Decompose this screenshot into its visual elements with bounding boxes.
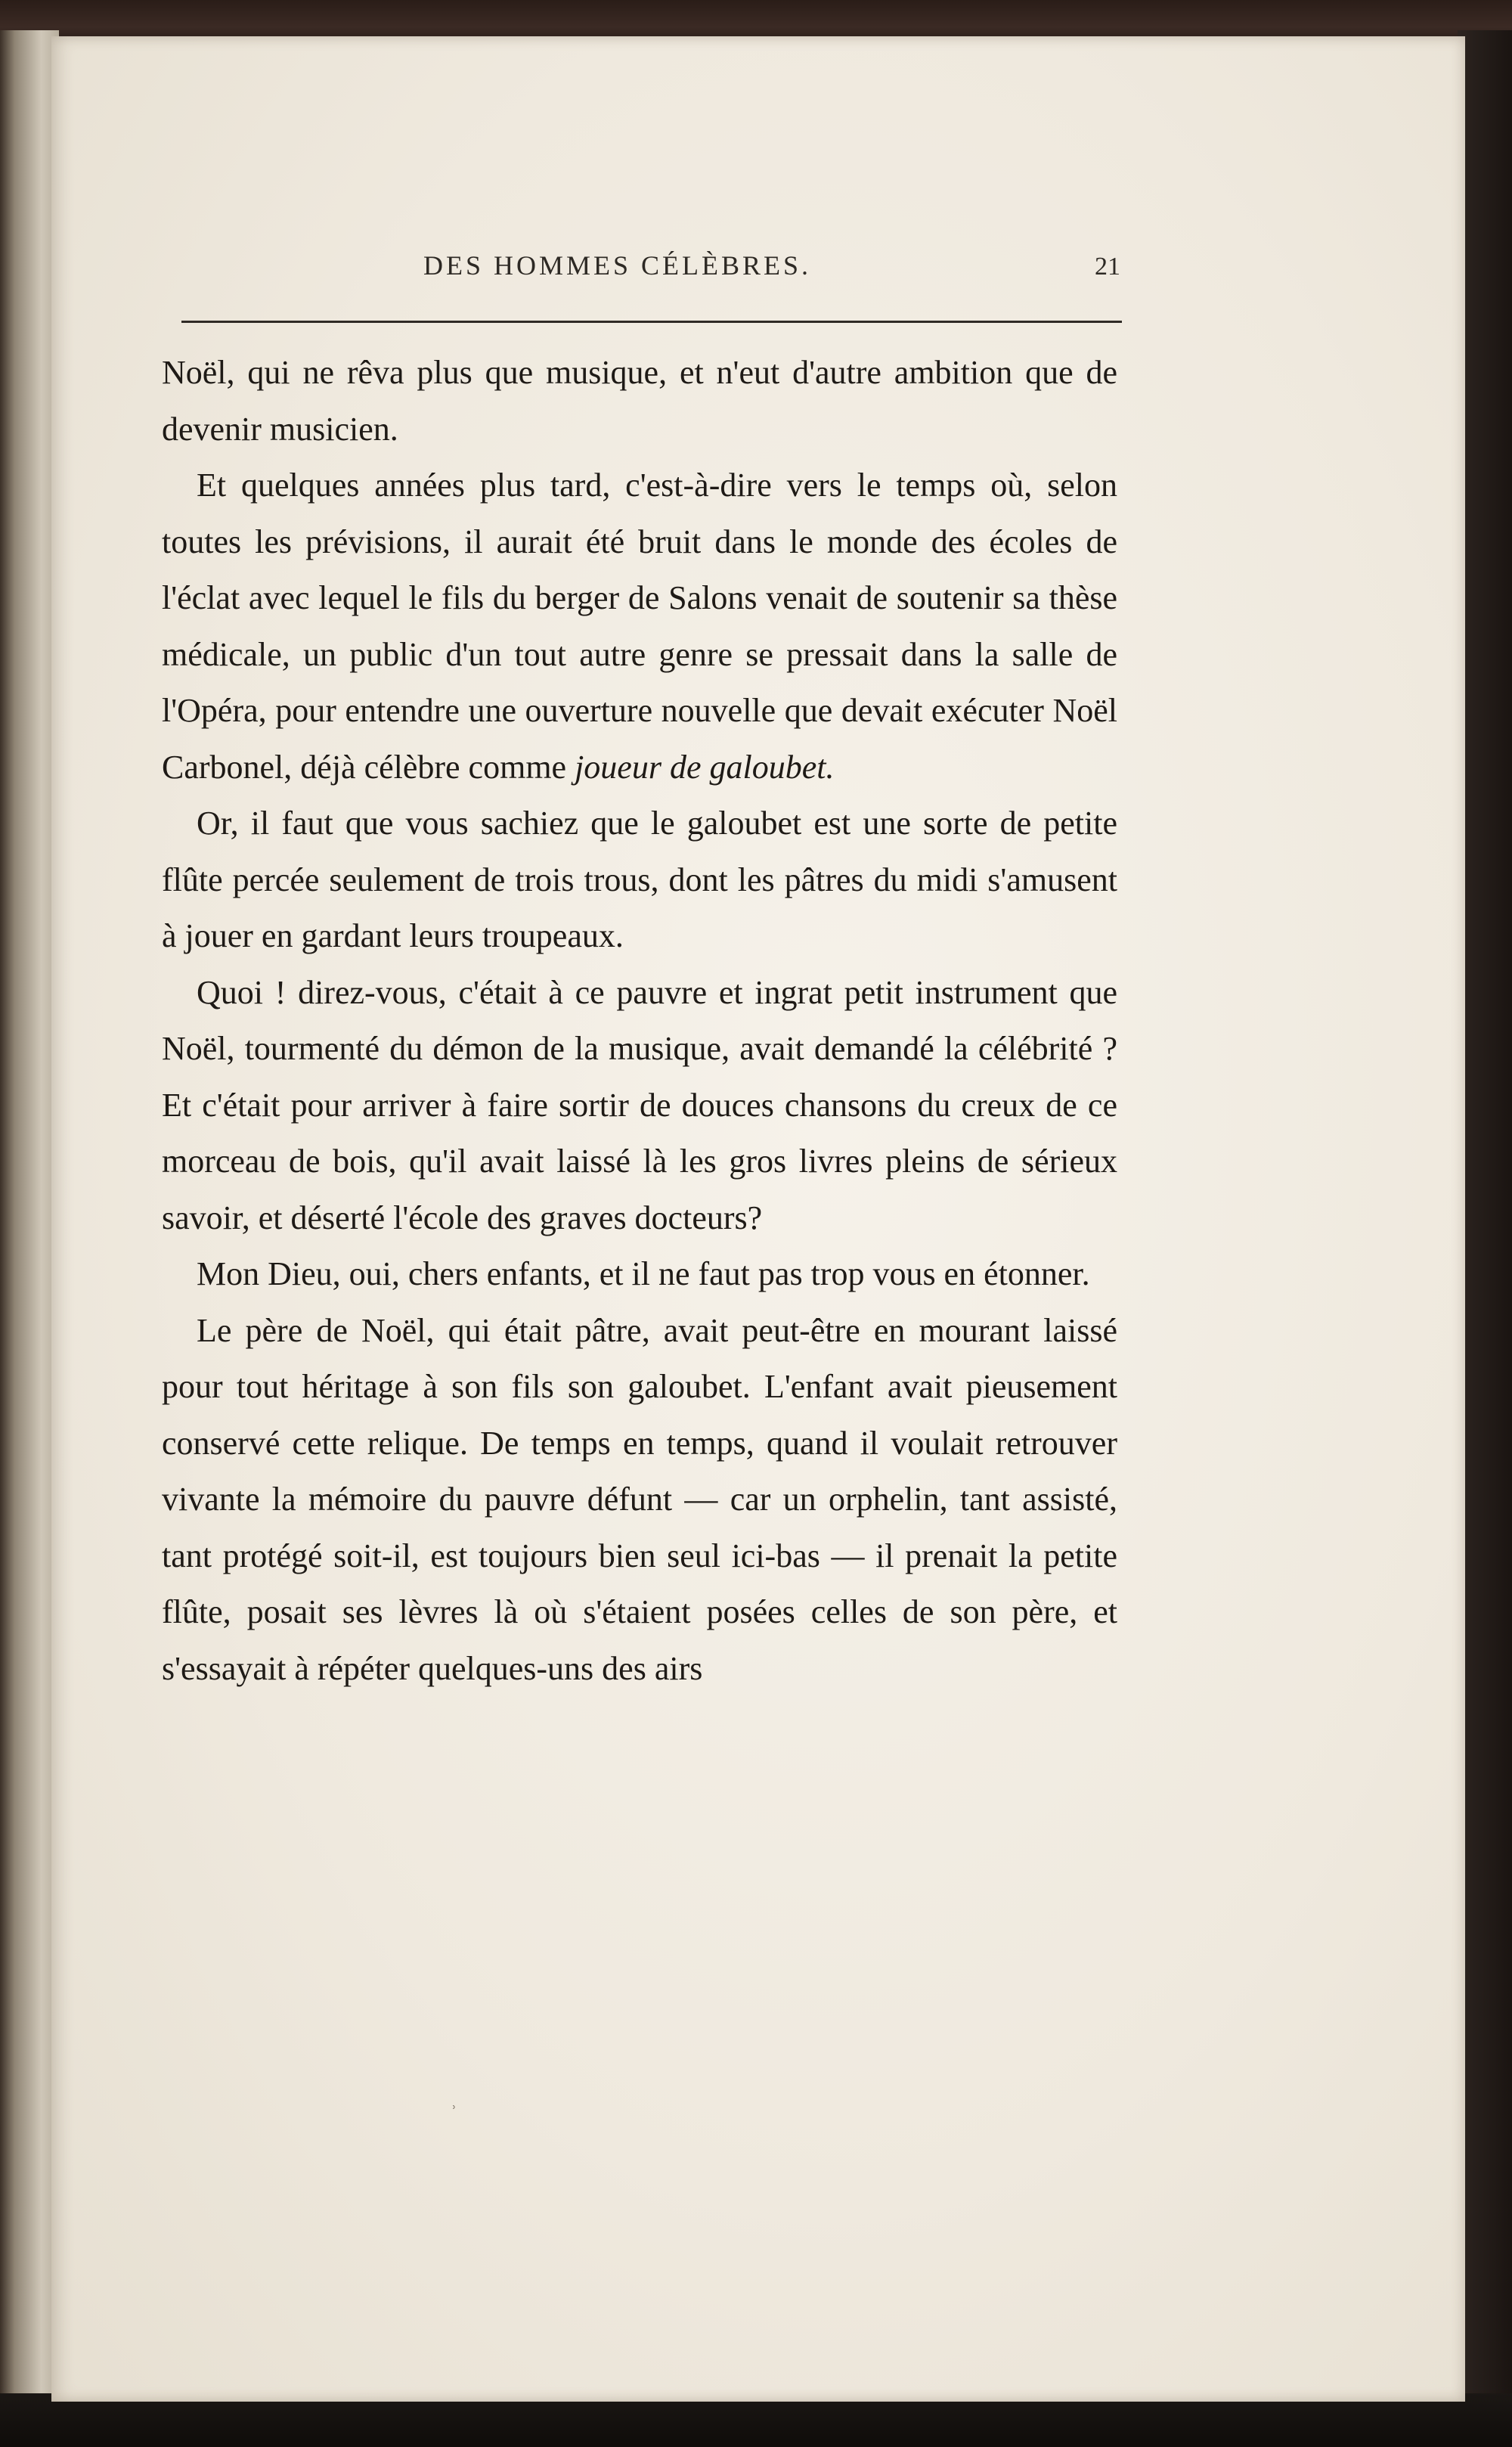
- paragraph-2-italic: joueur de galoubet.: [575, 748, 835, 786]
- paragraph-5: Mon Dieu, oui, chers enfants, et il ne faut pas trop vous en étonner.: [197, 1255, 1090, 1292]
- paragraph-4: Quoi ! direz-vous, c'était à ce pauvre et ingrat petit instrument que Noël, tourmenté du démon de la musique, avait demandé la célébrité ? Et c'était pour arriver à faire sortir de douces chansons du creux de ce morceau de bois, qu'il avait laissé là les gros livres pleins de sérieux savoir, et déserté l'école des graves docteurs?: [162, 973, 1117, 1236]
- header-rule: [181, 321, 1122, 323]
- paragraph-6: Le père de Noël, qui était pâtre, avait peut-être en mourant laissé pour tout héritage à son fils son galoubet. L'enfant avait pieusement conservé cette relique. De temps en temps, quand il voulait retrouver vivante la mémoire du pauvre défunt — car un orphelin, tant assisté, tant protégé soit-il, est toujours bien seul ici-bas — il prenait la petite flûte, posait ses lèvres là où s'étaient posées celles de son père, et s'essayait à répéter quelques-uns des airs: [162, 1311, 1117, 1687]
- body-text: [162, 345, 1117, 1697]
- paragraph-2-text: Et quelques années plus tard, c'est-à-dire vers le temps où, selon toutes les prévisions, il aurait été bruit dans le monde des écoles de l'éclat avec lequel le fils du berger de Salons venait de soutenir sa thèse médicale, un public d'un tout autre genre se pressait dans la salle de l'Opéra, pour entendre une ouverture nouvelle que devait exécuter Noël Carbonel, déjà célèbre comme: [162, 467, 1117, 786]
- running-title: DES HOMMES CÉLÈBRES.: [423, 250, 812, 281]
- paragraph-1: Noël, qui ne rêva plus que musique, et n'eut d'autre ambition que de devenir musicien.: [162, 354, 1117, 448]
- paper-speck: ʾ: [451, 2102, 457, 2124]
- facing-page-edge: [0, 30, 59, 2405]
- paragraph-2: [162, 457, 1117, 796]
- book-cover-right-edge: [1458, 30, 1512, 2405]
- page-number: 21: [1095, 253, 1120, 281]
- paragraph-3: Or, il faut que vous sachiez que le galoubet est une sorte de petite flûte percée seulement de trois trous, dont les pâtres du midi s'amusent à jouer en gardant leurs troupeaux.: [162, 805, 1117, 954]
